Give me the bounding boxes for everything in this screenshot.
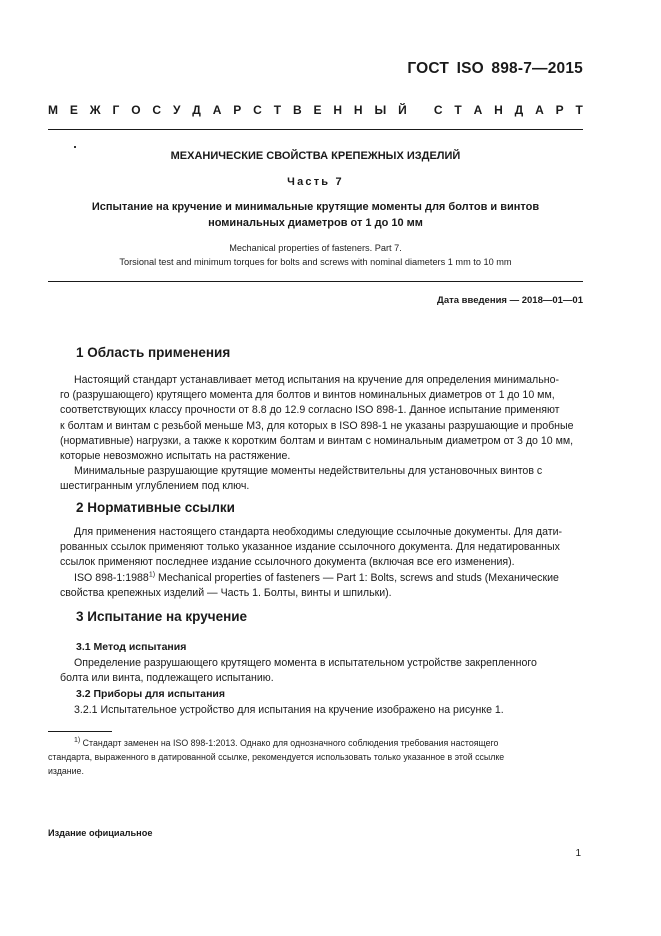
section-2-body bbox=[60, 525, 583, 601]
banner-letter: С bbox=[253, 103, 262, 117]
banner-letter bbox=[419, 103, 422, 117]
banner-letter: Г bbox=[112, 103, 120, 117]
english-title-line: Mechanical properties of fasteners. Part 7. bbox=[229, 243, 402, 253]
paragraph-line: Определение разрушающего крутящего момента в испытательном устройстве закрепленного bbox=[74, 657, 537, 669]
english-title bbox=[48, 242, 583, 269]
subtitle-line: номинальных диаметров от 1 до 10 мм bbox=[208, 217, 423, 229]
banner-letter: А bbox=[212, 103, 222, 117]
paragraph-line: шестигранным углублением под ключ. bbox=[60, 480, 250, 493]
reference-code: ISO 898-1:1988 bbox=[74, 571, 149, 584]
paragraph-line: соответствующих классу прочности от 8.8 до 12.9 согласно ISO 898-1. Данное испытание применяют bbox=[60, 404, 560, 417]
official-edition-label: Издание официальное bbox=[48, 828, 153, 838]
paragraph-line: болта или винта, подлежащего испытанию. bbox=[60, 672, 274, 685]
subtitle-line: Испытание на кручение и минимальные крутящие моменты для болтов и винтов bbox=[91, 201, 540, 213]
banner-letter: Е bbox=[313, 103, 322, 117]
banner-letter: Д bbox=[192, 103, 201, 117]
subsection-3-1-body bbox=[60, 656, 583, 686]
footnote bbox=[48, 736, 583, 778]
paragraph-line: к болтам и винтам с резьбой меньше M3, для которых в ISO 898-1 не указаны разрушающие и пробные bbox=[60, 419, 574, 432]
banner-letter: Ы bbox=[374, 103, 387, 117]
subsection-3-2-1 bbox=[74, 703, 583, 718]
reference-text: Mechanical properties of fasteners — Part 1: Bolts, screws and studs (Механические bbox=[155, 571, 559, 584]
banner-letter: Д bbox=[514, 103, 524, 117]
paragraph-line: ссылок применяют последнее издание ссылочного документа (включая все его изменения). bbox=[60, 556, 515, 569]
paragraph-line: (нормативные) нагрузки, а также к коротким болтам и винтам с номинальным диаметром от 3 до 10 мм, bbox=[60, 434, 574, 447]
banner-letter: Р bbox=[233, 103, 242, 117]
banner-letter: А bbox=[473, 103, 483, 117]
banner-letter: М bbox=[48, 103, 58, 117]
paragraph-line: свойства крепежных изделий — Часть 1. Болты, винты и шпильки). bbox=[60, 586, 392, 599]
paragraph-line: которые невозможно испытать на растяжение. bbox=[60, 450, 291, 463]
part-label: Часть 7 bbox=[287, 176, 344, 188]
footnote-line: издание. bbox=[48, 766, 84, 776]
document-subtitle bbox=[48, 199, 583, 231]
paragraph-line: Настоящий стандарт устанавливает метод испытания на кручение для определения минимально- bbox=[74, 374, 560, 386]
banner-letter: А bbox=[535, 103, 544, 117]
banner-letter: Н bbox=[333, 103, 343, 117]
footnote-ref[interactable]: 1) bbox=[148, 571, 156, 579]
section-3-heading: 3 Испытание на кручение bbox=[76, 609, 248, 624]
paragraph-line: Минимальные разрушающие крутящие моменты недействительны для установочных винтов с bbox=[74, 465, 543, 478]
subsection-3-1-heading: 3.1 Метод испытания bbox=[76, 641, 187, 653]
footnote-line: стандарта, выраженного в датированной ссылке, рекомендуется использовать только указанное в этой ссылке bbox=[48, 752, 505, 762]
banner-letter: Т bbox=[454, 103, 462, 117]
banner-letter: Й bbox=[398, 103, 407, 117]
section-2-heading: 2 Нормативные ссылки bbox=[76, 500, 235, 515]
standard-code: ГОСТ ISO 898-7—2015 bbox=[407, 60, 583, 77]
banner-letter: У bbox=[172, 103, 181, 117]
banner-letter: Н bbox=[494, 103, 503, 117]
footnote-divider bbox=[48, 731, 112, 732]
banner-letter: Н bbox=[353, 103, 363, 117]
section-1-body bbox=[60, 373, 583, 495]
banner-letter: Т bbox=[273, 103, 282, 117]
stray-dot bbox=[74, 146, 76, 148]
banner-letter: Е bbox=[69, 103, 78, 117]
paragraph-line: рованных ссылок применяют только указанное издание ссылочного документа. Для недатированных bbox=[60, 541, 560, 554]
section-1-heading: 1 Область применения bbox=[76, 345, 231, 360]
header-divider bbox=[48, 129, 583, 130]
document-title: МЕХАНИЧЕСКИЕ СВОЙСТВА КРЕПЕЖНЫХ ИЗДЕЛИЙ bbox=[170, 150, 461, 162]
paragraph-line: 3.2.1 Испытательное устройство для испытания на кручение изображено на рисунке 1. bbox=[74, 704, 504, 716]
banner-letter: Т bbox=[575, 103, 583, 117]
page-number: 1 bbox=[575, 848, 581, 859]
banner-letter: С bbox=[433, 103, 443, 117]
paragraph-line: го (разрушающего) крутящего момента для болтов и винтов номинальных диаметров от 1 до 10 мм, bbox=[60, 389, 555, 402]
paragraph-line bbox=[74, 571, 583, 586]
title-divider bbox=[48, 281, 583, 282]
paragraph-line: Для применения настоящего стандарта необходимы следующие ссылочные документы. Для дати- bbox=[74, 526, 563, 538]
footnote-line: $^{1)}$ Стандарт заменен на ISO 898-1:2013. Однако для однозначного соблюдения требования настоящего bbox=[74, 737, 499, 748]
banner-letter: С bbox=[152, 103, 162, 117]
banner-letter: В bbox=[292, 103, 302, 117]
english-title-line: Torsional test and minimum torques for bolts and screws with nominal diameters 1 mm to 10 mm bbox=[119, 256, 512, 267]
introduction-date: Дата введения — 2018—01—01 bbox=[437, 295, 583, 306]
banner-letter: О bbox=[131, 103, 141, 117]
footnote-mark: 1) bbox=[74, 737, 81, 745]
interstate-standard-banner bbox=[48, 103, 583, 117]
banner-letter: Ж bbox=[89, 103, 101, 117]
banner-letter: Р bbox=[555, 103, 564, 117]
subsection-3-2-heading: 3.2 Приборы для испытания bbox=[76, 688, 226, 700]
